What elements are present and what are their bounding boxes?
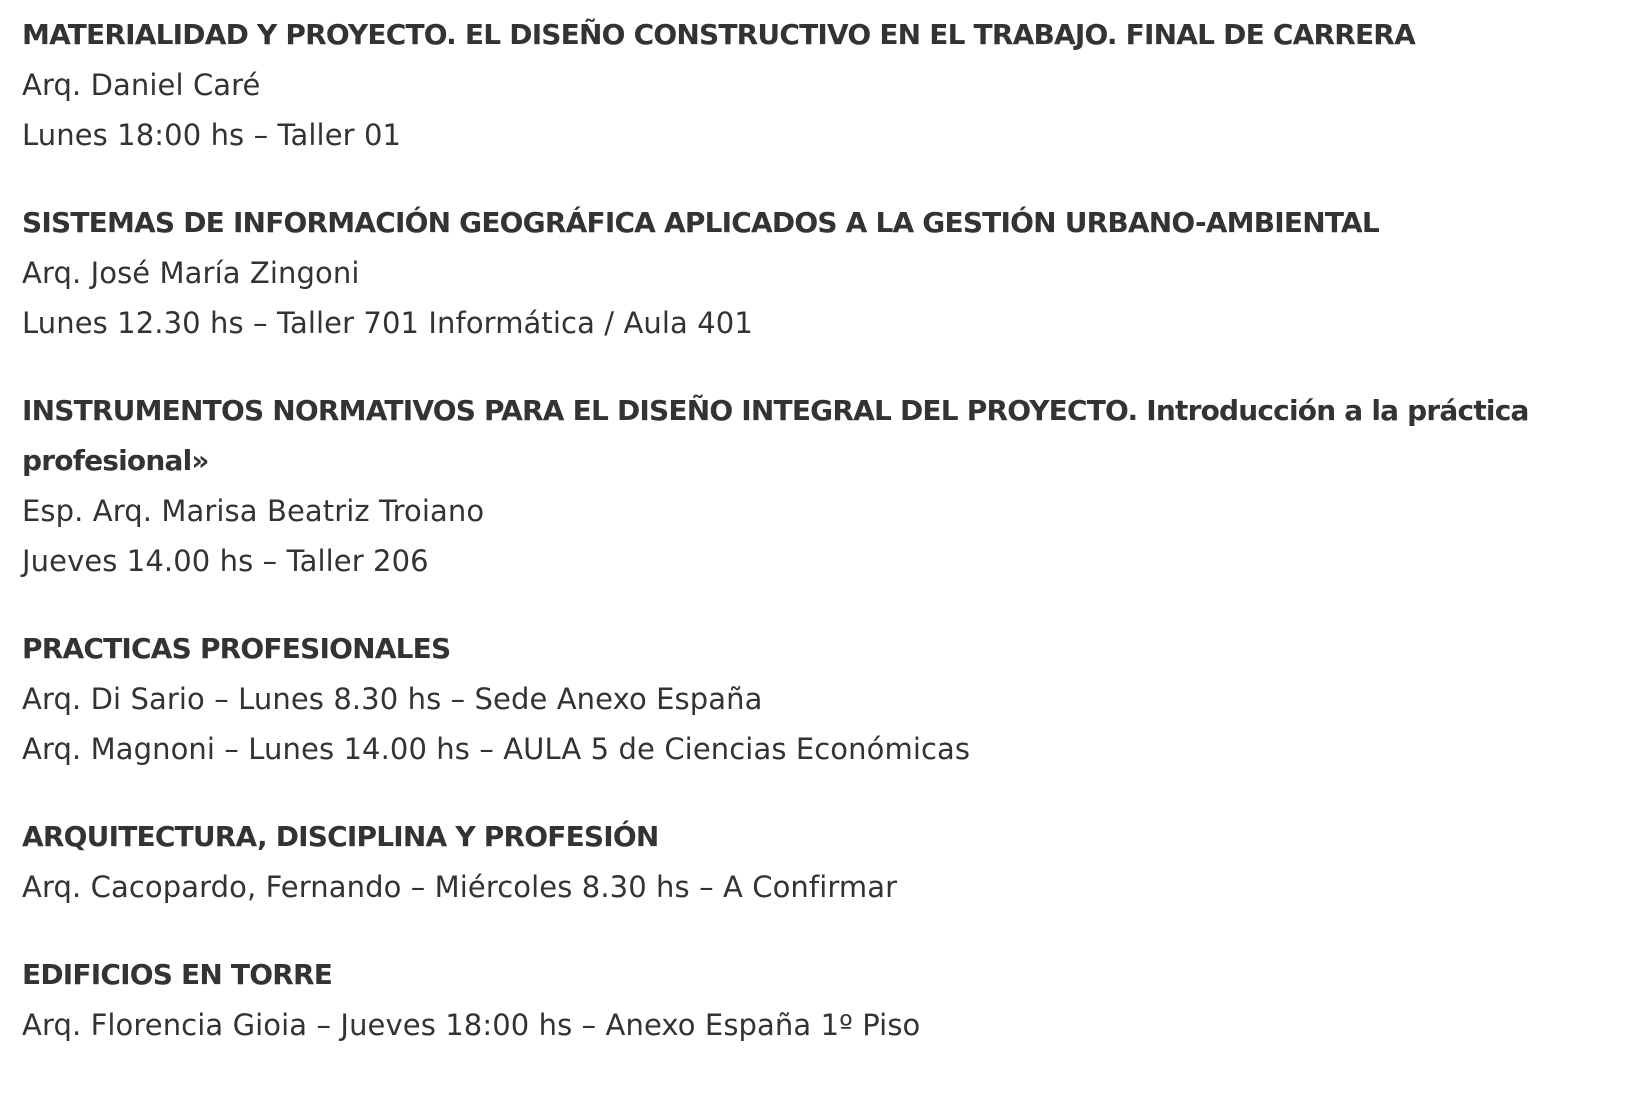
course-teacher-schedule: Arq. Magnoni – Lunes 14.00 hs – AULA 5 de Ciencias Económicas xyxy=(22,732,971,766)
course-schedule: Lunes 12.30 hs – Taller 701 Informática / Aula 401 xyxy=(22,306,753,340)
course-title: ARQUITECTURA, DISCIPLINA Y PROFESIÓN xyxy=(22,820,659,853)
course-teacher-schedule: Arq. Di Sario – Lunes 8.30 hs – Sede Anexo España xyxy=(22,682,763,716)
course-schedule: Jueves 14.00 hs – Taller 206 xyxy=(22,544,429,578)
course-instrumentos xyxy=(22,386,1622,586)
course-title: INSTRUMENTOS NORMATIVOS PARA EL DISEÑO INTEGRAL DEL PROYECTO. Introducción a la práctica profesional» xyxy=(22,394,1529,477)
course-schedule: Lunes 18:00 hs – Taller 01 xyxy=(22,118,402,152)
course-arquitectura xyxy=(22,812,1622,912)
course-practicas xyxy=(22,624,1622,774)
course-title: EDIFICIOS EN TORRE xyxy=(22,958,333,991)
course-sig xyxy=(22,198,1622,348)
course-title: PRACTICAS PROFESIONALES xyxy=(22,632,451,665)
course-teacher: Arq. Daniel Caré xyxy=(22,68,261,102)
course-list xyxy=(22,10,1622,1088)
course-teacher-schedule: Arq. Florencia Gioia – Jueves 18:00 hs – Anexo España 1º Piso xyxy=(22,1008,921,1042)
course-teacher: Esp. Arq. Marisa Beatriz Troiano xyxy=(22,494,485,528)
course-teacher: Arq. José María Zingoni xyxy=(22,256,360,290)
course-teacher-schedule: Arq. Cacopardo, Fernando – Miércoles 8.30 hs – A Confirmar xyxy=(22,870,898,904)
course-title: MATERIALIDAD Y PROYECTO. EL DISEÑO CONSTRUCTIVO EN EL TRABAJO. FINAL DE CARRERA xyxy=(22,18,1415,51)
course-title: SISTEMAS DE INFORMACIÓN GEOGRÁFICA APLICADOS A LA GESTIÓN URBANO-AMBIENTAL xyxy=(22,206,1379,239)
course-materialidad xyxy=(22,10,1622,160)
course-edificios xyxy=(22,950,1622,1050)
